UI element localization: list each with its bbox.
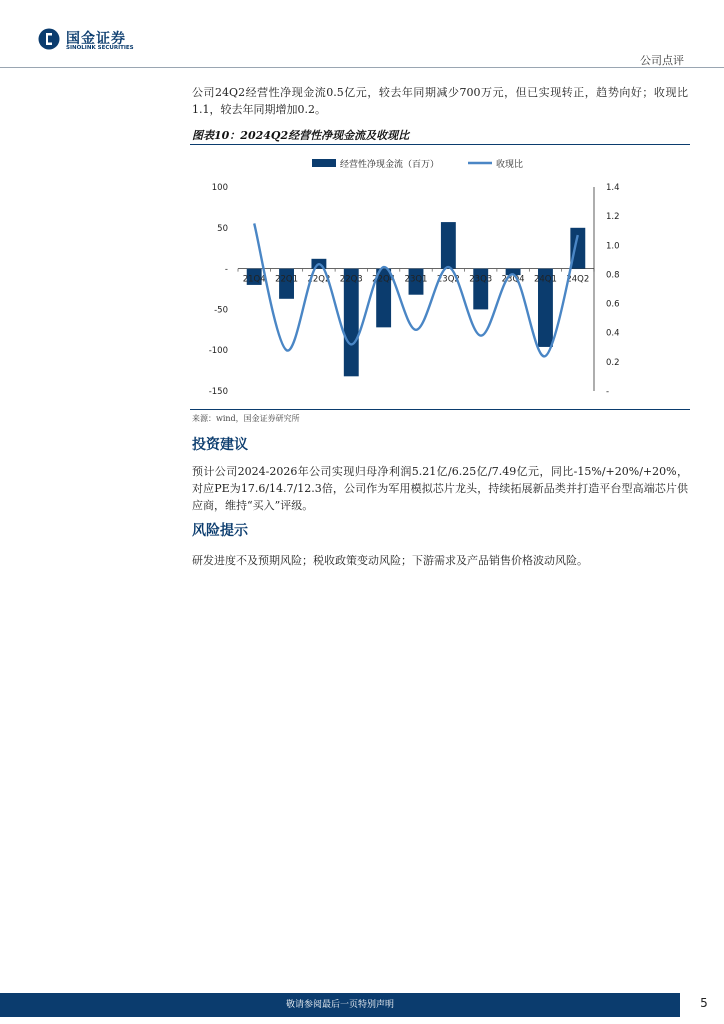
bar-22Q3 bbox=[344, 269, 359, 377]
y-left-tick-label: 50 bbox=[217, 223, 228, 234]
y-right-tick-label: 1.0 bbox=[606, 241, 620, 252]
footer-bar bbox=[0, 993, 680, 1017]
figure-title: 图表10：2024Q2经营性净现金流及收现比 bbox=[192, 129, 410, 142]
x-tick-label: 22Q2 bbox=[307, 274, 331, 285]
y-right-tick-label: 0.6 bbox=[606, 299, 620, 310]
x-tick-label: 23Q2 bbox=[436, 274, 460, 285]
paragraph-investment: 预计公司2024-2026年公司实现归母净利润5.21亿/6.25亿/7.49亿元，同比-15%/+20%/+20%，对应PE为17.6/14.7/12.3倍，公司作为军用模拟芯片龙头，持续拓展新品类并打造平台型高端芯片供应商，维持“买入”评级。 bbox=[192, 465, 688, 512]
y-right-tick-label: 0.8 bbox=[606, 270, 620, 281]
x-tick-label: 23Q1 bbox=[404, 274, 428, 285]
y-left-tick-label: - bbox=[224, 264, 228, 275]
y-right-tick-label: - bbox=[606, 387, 610, 397]
logo-text-cn: 国金证券 bbox=[66, 31, 126, 47]
header-divider bbox=[0, 67, 724, 68]
page-number: 5 bbox=[700, 996, 708, 1010]
sinolink-logo-icon bbox=[38, 28, 60, 50]
y-left-tick-label: -50 bbox=[214, 305, 228, 316]
x-tick-label: 22Q4 bbox=[372, 274, 396, 285]
legend-label-ratio: 收现比 bbox=[496, 160, 524, 170]
y-left-tick-label: -150 bbox=[208, 387, 228, 397]
y-right-tick-label: 1.2 bbox=[606, 212, 620, 223]
chart-container bbox=[190, 144, 690, 410]
paragraph-risk: 研发进度不及预期风险；税收政策变动风险；下游需求及产品销售价格波动风险。 bbox=[192, 554, 588, 567]
y-left-tick-label: 100 bbox=[211, 183, 228, 193]
x-tick-label: 22Q3 bbox=[339, 274, 363, 285]
y-right-tick-label: 1.4 bbox=[606, 183, 620, 193]
section-title-investment: 投资建议 bbox=[192, 437, 248, 453]
x-tick-label: 24Q2 bbox=[566, 274, 590, 285]
legend-swatch-cashflow bbox=[312, 159, 336, 167]
logo-text-en: SINOLINK SECURITIES bbox=[66, 45, 134, 51]
x-tick-label: 21Q4 bbox=[242, 274, 266, 285]
y-right-tick-label: 0.2 bbox=[606, 357, 620, 368]
x-tick-label: 23Q3 bbox=[469, 274, 493, 285]
y-left-tick-label: -100 bbox=[208, 346, 228, 357]
section-title-risk: 风险提示 bbox=[192, 523, 248, 539]
cashflow-chart bbox=[190, 145, 690, 409]
figure-source: 来源：wind，国金证券研究所 bbox=[192, 414, 300, 423]
y-right-tick-label: 0.4 bbox=[606, 328, 620, 339]
x-tick-label: 22Q1 bbox=[275, 274, 299, 285]
document-type-label: 公司点评 bbox=[640, 54, 684, 67]
legend-label-cashflow: 经营性净现金流（百万） bbox=[340, 160, 440, 170]
x-tick-label: 24Q1 bbox=[533, 274, 557, 285]
bar-23Q2 bbox=[441, 222, 456, 269]
footer-disclaimer: 敬请参阅最后一页特别声明 bbox=[285, 1000, 394, 1010]
x-tick-label: 23Q4 bbox=[501, 274, 525, 285]
paragraph-cashflow: 公司24Q2经营性净现金流0.5亿元，较去年同期减少700万元，但已实现转正，趋势向好；收现比1.1，较去年同期增加0.2。 bbox=[192, 86, 688, 116]
